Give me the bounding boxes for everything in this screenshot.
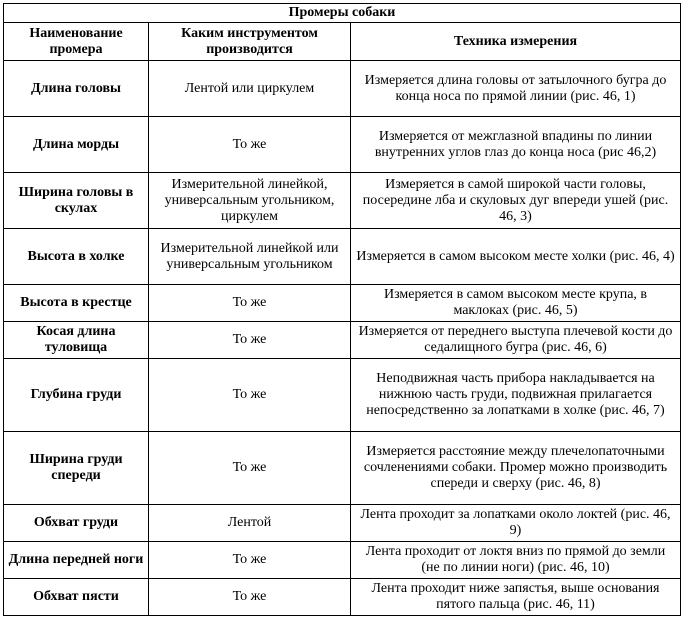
table-row — [4, 117, 681, 173]
table-row — [4, 579, 681, 616]
row-technique: Лента проходит ниже запястья, выше основания пятого пальца (рис. 46, 11) — [351, 579, 681, 616]
table-caption-row — [4, 4, 681, 23]
row-technique: Измеряется расстояние между плечелопаточными сочленениями собаки. Промер можно производить спереди и сверху (рис. 46, 8) — [351, 432, 681, 505]
row-tool: То же — [149, 359, 351, 432]
row-name: Глубина груди — [4, 359, 149, 432]
table-row — [4, 61, 681, 117]
row-name: Длина головы — [4, 61, 149, 117]
row-technique: Неподвижная часть прибора накладывается на нижнюю часть груди, подвижная прилагается непосредственно за лопатками в холке (рис. 46, 7) — [351, 359, 681, 432]
row-name: Обхват пясти — [4, 579, 149, 616]
row-tool: То же — [149, 432, 351, 505]
row-name: Высота в холке — [4, 229, 149, 285]
row-technique: Измеряется в самом высоком месте холки (рис. 46, 4) — [351, 229, 681, 285]
table-row — [4, 322, 681, 359]
row-name: Длина передней ноги — [4, 542, 149, 579]
row-tool: То же — [149, 542, 351, 579]
table-row — [4, 173, 681, 229]
row-tool: Лентой — [149, 505, 351, 542]
table-row — [4, 229, 681, 285]
row-tool: То же — [149, 322, 351, 359]
row-tool: Измерительной линейкой, универсальным угольником, циркулем — [149, 173, 351, 229]
header-tool: Каким инструментом производится — [149, 23, 351, 61]
table-row — [4, 542, 681, 579]
row-technique: Измеряется от межглазной впадины по линии внутренних углов глаз до конца носа (рис 46,2) — [351, 117, 681, 173]
row-tool: То же — [149, 117, 351, 173]
row-technique: Измеряется от переднего выступа плечевой кости до седалищного бугра (рис. 46, 6) — [351, 322, 681, 359]
header-name: Наименование промера — [4, 23, 149, 61]
table-row — [4, 285, 681, 322]
measurements-table — [3, 3, 681, 616]
row-tool: Измерительной линейкой или универсальным угольником — [149, 229, 351, 285]
header-row — [4, 23, 681, 61]
row-name: Длина морды — [4, 117, 149, 173]
table-title: Промеры собаки — [4, 4, 681, 23]
row-name: Ширина головы в скулах — [4, 173, 149, 229]
row-technique: Измеряется в самой широкой части головы, посередине лба и скуловых дуг впереди ушей (рис. 46, 3) — [351, 173, 681, 229]
table-row — [4, 432, 681, 505]
row-tool: Лентой или циркулем — [149, 61, 351, 117]
row-technique: Измеряется длина головы от затылочного бугра до конца носа по прямой линии (рис. 46, 1) — [351, 61, 681, 117]
row-name: Косая длина туловища — [4, 322, 149, 359]
row-technique: Измеряется в самом высоком месте крупа, в маклоках (рис. 46, 5) — [351, 285, 681, 322]
row-tool: То же — [149, 579, 351, 616]
row-name: Ширина груди спереди — [4, 432, 149, 505]
row-name: Высота в крестце — [4, 285, 149, 322]
table-row — [4, 359, 681, 432]
row-technique: Лента проходит за лопатками около локтей (рис. 46, 9) — [351, 505, 681, 542]
row-name: Обхват груди — [4, 505, 149, 542]
table-row — [4, 505, 681, 542]
row-technique: Лента проходит от локтя вниз по прямой до земли (не по линии ноги) (рис. 46, 10) — [351, 542, 681, 579]
row-tool: То же — [149, 285, 351, 322]
header-technique: Техника измерения — [351, 23, 681, 61]
